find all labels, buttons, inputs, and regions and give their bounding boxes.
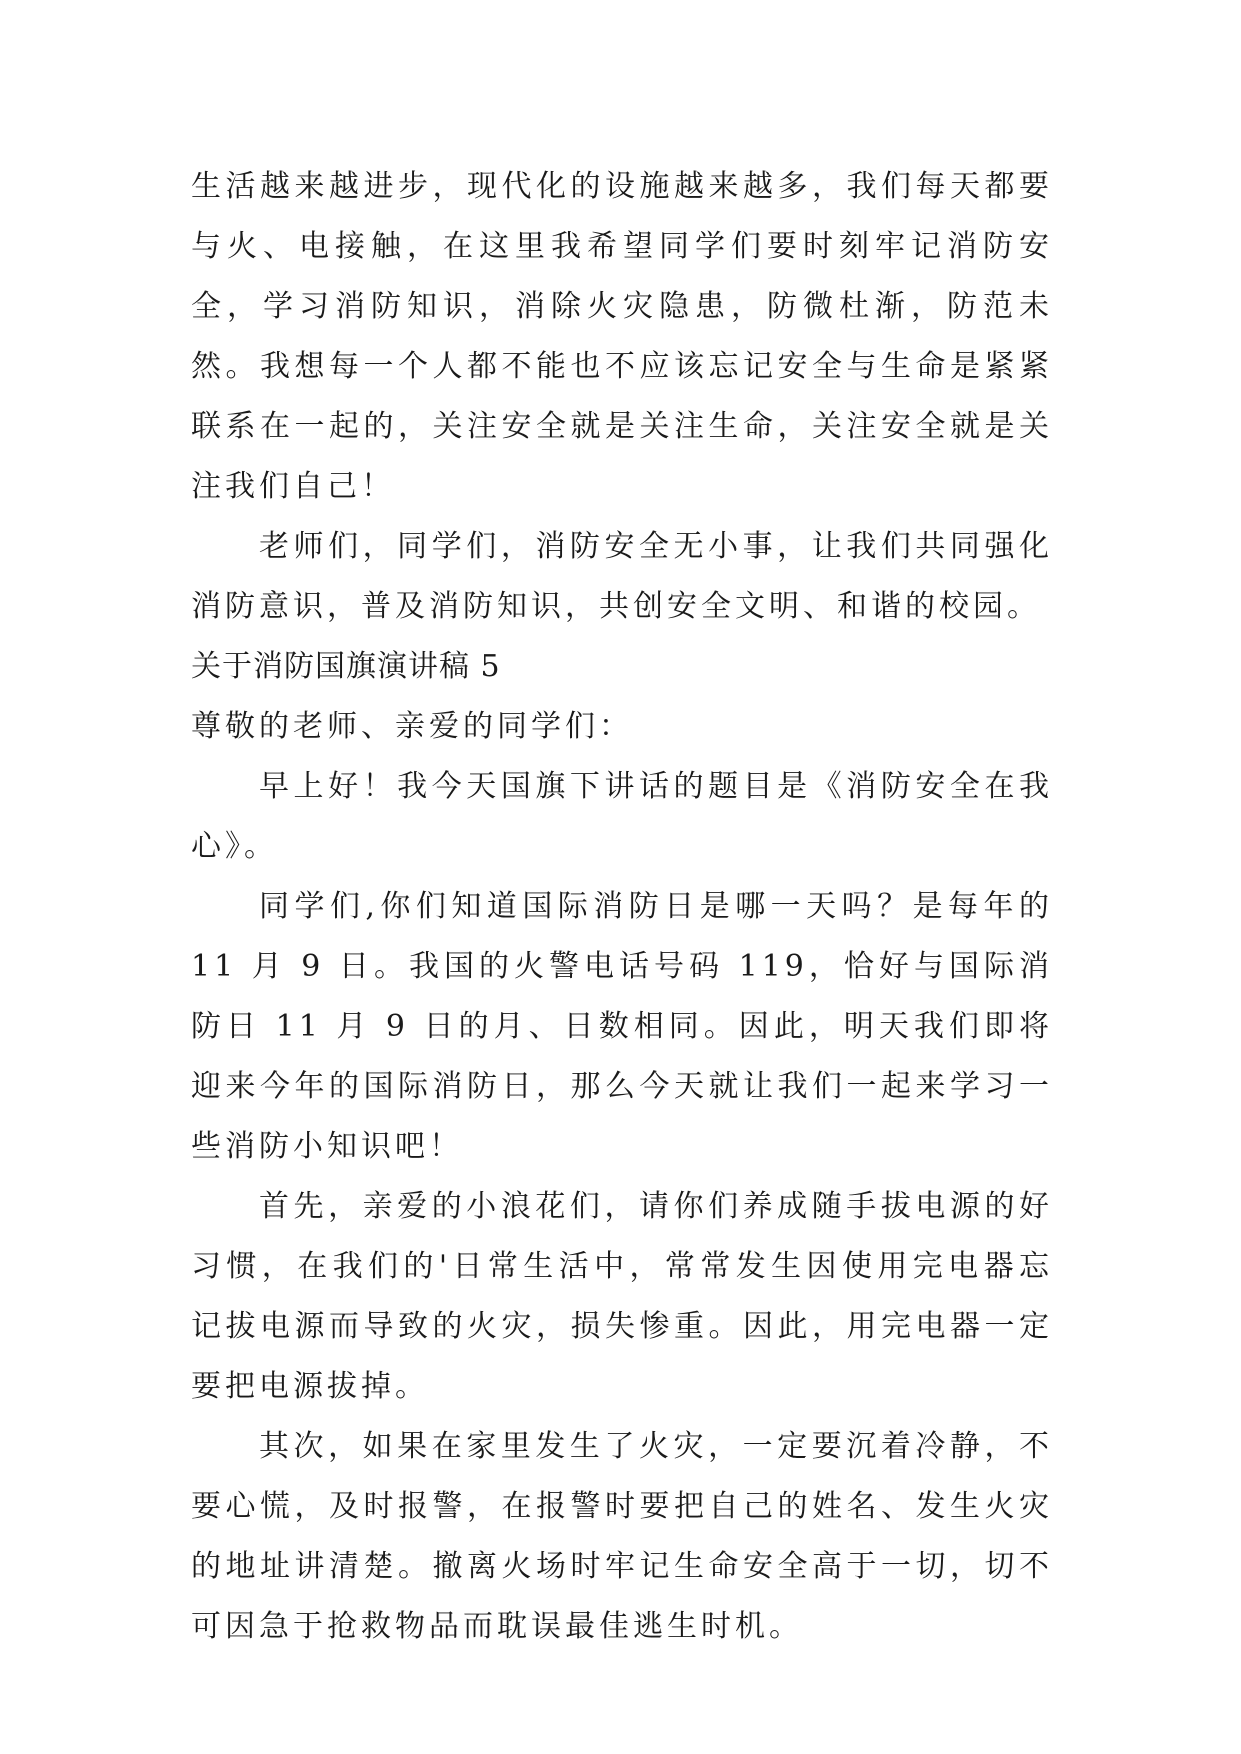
salutation: 尊敬的老师、亲爱的同学们： — [191, 709, 633, 744]
paragraph-2: 老师们，同学们，消防安全无小事，让我们共同强化消防意识，普及消防知识，共创安全文明、和谐的校园。 — [191, 529, 1053, 624]
paragraph-greeting: 早上好！我今天国旗下讲话的题目是《消防安全在我心》。 — [191, 769, 1053, 864]
paragraph-second-tip: 其次，如果在家里发生了火灾，一定要沉着冷静，不要心慌，及时报警，在报警时要把自己的姓名、发生火灾的地址讲清楚。撤离火场时牢记生命安全高于一切，切不可因急于抢救物品而耽误最佳逃生时机。 — [191, 1429, 1053, 1644]
paragraph-fire-day: 同学们,你们知道国际消防日是哪一天吗？是每年的 11 月 9 日。我国的火警电话号码 119，恰好与国际消防日 11 月 9 日的月、日数相同。因此，明天我们即将迎来今年的国际消防日，那么今天就让我们一起来学习一些消防小知识吧！ — [191, 889, 1053, 1164]
document-body — [191, 157, 1053, 1657]
paragraph-1: 生活越来越进步，现代化的设施越来越多，我们每天都要与火、电接触，在这里我希望同学们要时刻牢记消防安全，学习消防知识，消除火灾隐患，防微杜渐，防范未然。我想每一个人都不能也不应该忘记安全与生命是紧紧联系在一起的，关注安全就是关注生命，关注安全就是关注我们自己！ — [191, 169, 1053, 504]
section-title: 关于消防国旗演讲稿 5 — [191, 649, 501, 684]
paragraph-first-tip: 首先，亲爱的小浪花们，请你们养成随手拔电源的好习惯，在我们的'日常生活中，常常发生因使用完电器忘记拔电源而导致的火灾，损失惨重。因此，用完电器一定要把电源拔掉。 — [191, 1189, 1053, 1404]
